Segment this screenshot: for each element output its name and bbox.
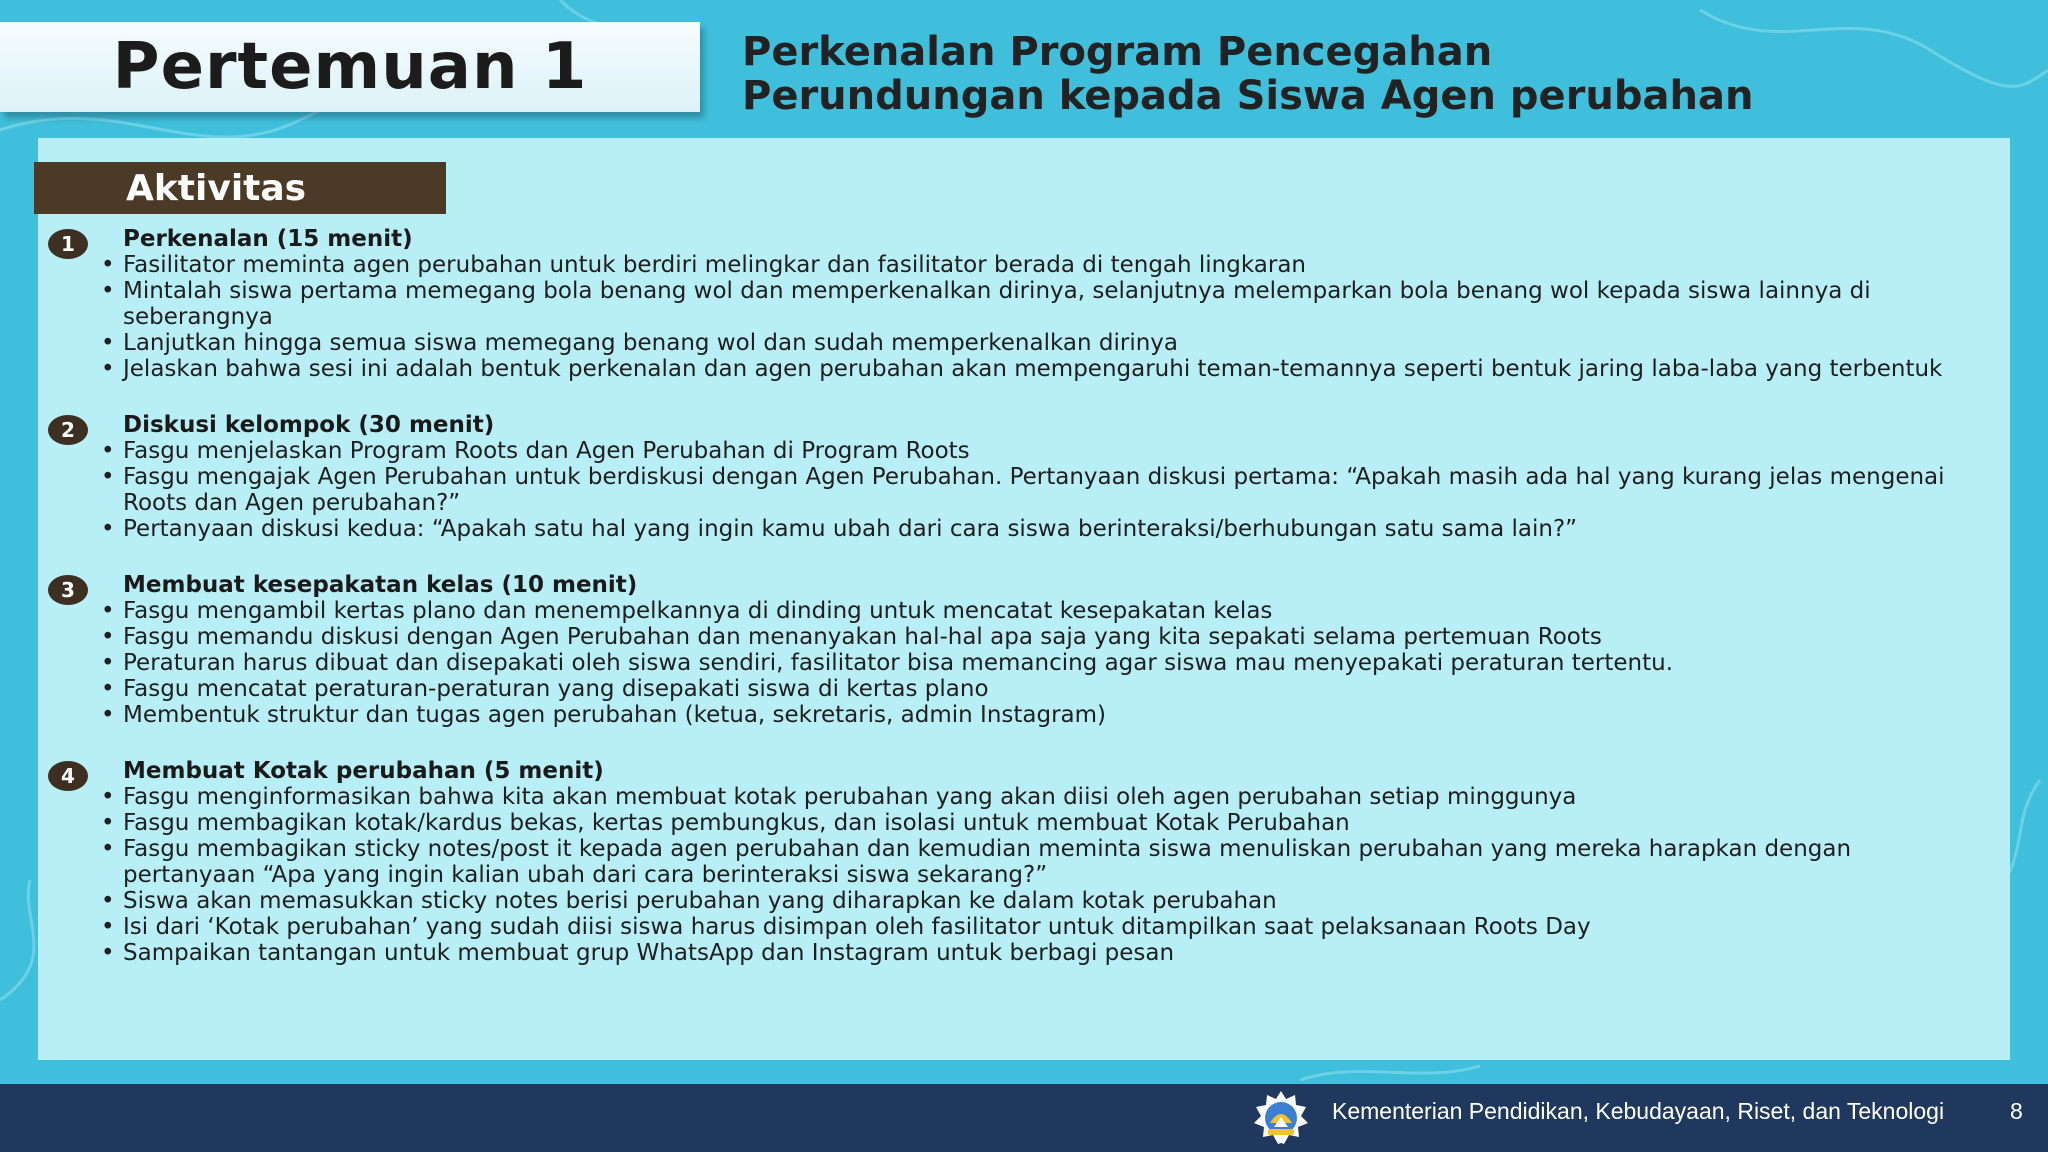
subtitle-line-2: Perundungan kepada Siswa Agen perubahan — [742, 73, 1754, 119]
list-item: • Siswa akan memasukkan sticky notes berisi perubahan yang diharapkan ke dalam kotak perubahan — [123, 888, 1988, 914]
list-item: • Membentuk struktur dan tugas agen perubahan (ketua, sekretaris, admin Instagram) — [123, 702, 1988, 728]
step-number-badge: 2 — [48, 415, 88, 445]
activity-section — [48, 758, 1988, 966]
list-item: • Fasgu membagikan sticky notes/post it kepada agen perubahan dan kemudian meminta siswa menuliskan perubahan yang mereka harapkan dengan pertanyaan “Apa yang ingin kalian ubah dari cara berinteraksi siswa sekarang?” — [123, 836, 1988, 888]
activity-bullet-list — [48, 252, 1988, 382]
slide-title: Pertemuan 1 — [112, 30, 588, 104]
activity-bullet-list — [48, 598, 1988, 728]
list-item: • Fasgu mengajak Agen Perubahan untuk berdiskusi dengan Agen Perubahan. Pertanyaan diskusi pertama: “Apakah masih ada hal yang kurang jelas mengenai Roots dan Agen perubahan?” — [123, 464, 1988, 516]
section-label-text: Aktivitas — [126, 167, 307, 209]
subtitle-line-1: Perkenalan Program Pencegahan — [742, 29, 1493, 75]
slide-subtitle — [742, 30, 1992, 118]
list-item: • Fasilitator meminta agen perubahan untuk berdiri melingkar dan fasilitator berada di tengah lingkaran — [123, 252, 1988, 278]
list-item: • Fasgu mengambil kertas plano dan menempelkannya di dinding untuk mencatat kesepakatan kelas — [123, 598, 1988, 624]
list-item: • Lanjutkan hingga semua siswa memegang benang wol dan sudah memperkenalkan dirinya — [123, 330, 1988, 356]
activity-bullet-list — [48, 784, 1988, 966]
list-item: • Peraturan harus dibuat dan disepakati oleh siswa sendiri, fasilitator bisa memancing agar siswa mau menyepakati peraturan tertentu. — [123, 650, 1988, 676]
list-item: • Fasgu mencatat peraturan-peraturan yang disepakati siswa di kertas plano — [123, 676, 1988, 702]
activity-list — [48, 226, 1988, 996]
list-item: • Mintalah siswa pertama memegang bola benang wol dan memperkenalkan dirinya, selanjutnya melemparkan bola benang wol kepada siswa lainnya di seberangnya — [123, 278, 1988, 330]
activity-heading: Diskusi kelompok (30 menit) — [123, 412, 495, 438]
list-item: • Fasgu menjelaskan Program Roots dan Agen Perubahan di Program Roots — [123, 438, 1988, 464]
tut-wuri-handayani-emblem-icon — [1250, 1087, 1312, 1149]
step-number-badge: 4 — [48, 761, 88, 791]
list-item: • Fasgu membagikan kotak/kardus bekas, kertas pembungkus, dan isolasi untuk membuat Kotak Perubahan — [123, 810, 1988, 836]
page-number: 8 — [2010, 1098, 2023, 1124]
step-number-badge: 3 — [48, 575, 88, 605]
activity-section — [48, 412, 1988, 542]
activity-section — [48, 572, 1988, 728]
activity-section — [48, 226, 1988, 382]
list-item: • Fasgu memandu diskusi dengan Agen Perubahan dan menanyakan hal-hal apa saja yang kita sepakati selama pertemuan Roots — [123, 624, 1988, 650]
section-label — [34, 162, 446, 214]
step-number-badge: 1 — [48, 229, 88, 259]
list-item: • Sampaikan tantangan untuk membuat grup WhatsApp dan Instagram untuk berbagi pesan — [123, 940, 1988, 966]
activity-heading: Perkenalan (15 menit) — [123, 226, 413, 252]
list-item: • Jelaskan bahwa sesi ini adalah bentuk perkenalan dan agen perubahan akan mempengaruhi teman-temannya seperti bentuk jaring laba-laba yang terbentuk — [123, 356, 1988, 382]
list-item: • Fasgu menginformasikan bahwa kita akan membuat kotak perubahan yang akan diisi oleh agen perubahan setiap minggunya — [123, 784, 1988, 810]
list-item: • Pertanyaan diskusi kedua: “Apakah satu hal yang ingin kamu ubah dari cara siswa berinteraksi/berhubungan satu sama lain?” — [123, 516, 1988, 542]
list-item: • Isi dari ‘Kotak perubahan’ yang sudah diisi siswa harus disimpan oleh fasilitator untuk ditampilkan saat pelaksanaan Roots Day — [123, 914, 1988, 940]
ministry-name: Kementerian Pendidikan, Kebudayaan, Riset, dan Teknologi — [1332, 1098, 1945, 1124]
activity-heading: Membuat Kotak perubahan (5 menit) — [123, 758, 604, 784]
activity-bullet-list — [48, 438, 1988, 542]
slide-title-box — [0, 22, 700, 112]
activity-heading: Membuat kesepakatan kelas (10 menit) — [123, 572, 638, 598]
